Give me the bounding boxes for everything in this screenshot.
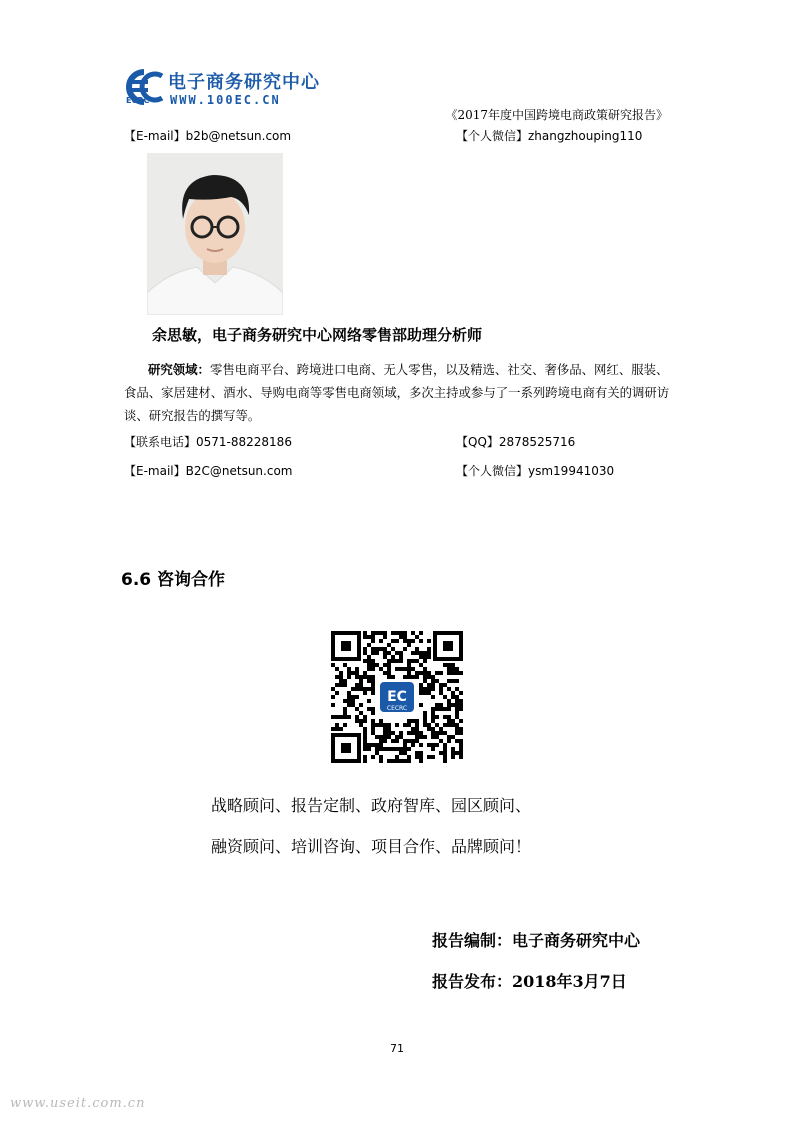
services-line-2: 融资顾问、培训咨询、项目合作、品牌顾问！ <box>211 837 532 856</box>
watermark: www.useit.com.cn <box>10 1096 146 1111</box>
bio-label: 研究领域： <box>148 362 210 377</box>
report-title: 《2017年度中国跨境电商政策研究报告》 <box>445 108 668 122</box>
analyst-qq: 【QQ】2878525716 <box>456 435 576 449</box>
analyst-phone: 【联系电话】0571-88228186 <box>124 435 292 449</box>
services-line-1: 战略顾问、报告定制、政府智库、园区顾问、 <box>211 796 532 815</box>
section-heading: 6.6 咨询合作 <box>121 570 226 590</box>
qr-badge-text: EC <box>387 689 407 705</box>
page-number: 71 <box>390 1042 404 1055</box>
top-wechat: 【个人微信】zhangzhouping110 <box>456 129 643 143</box>
analyst-wechat: 【个人微信】ysm19941030 <box>456 464 615 478</box>
publish-date: 报告发布：2018年3月7日 <box>432 972 627 991</box>
logo-url: WWW.100EC.CN <box>170 93 281 107</box>
qr-badge-subtext: CECRC <box>386 705 408 712</box>
analyst-photo <box>147 153 283 315</box>
analyst-name-title: 余思敏，电子商务研究中心网络零售部助理分析师 <box>152 326 483 344</box>
compiled-by: 报告编制：电子商务研究中心 <box>432 931 641 950</box>
analyst-email: 【E-mail】B2C@netsun.com <box>124 464 293 478</box>
logo-title: 电子商务研究中心 <box>168 72 320 93</box>
qr-code <box>331 631 463 763</box>
logo-abbreviation: ECRC <box>126 96 150 105</box>
analyst-bio <box>124 358 680 427</box>
bio-text: 零售电商平台、跨境进口电商、无人零售，以及精选、社交、奢侈品、网红、服装、食品、家居建材、酒水、导购电商等零售电商领域，多次主持或参与了一系列跨境电商有关的调研访谈、研究报告的撰写等。 <box>124 362 670 423</box>
company-logo <box>124 66 320 110</box>
top-email: 【E-mail】b2b@netsun.com <box>124 129 292 143</box>
